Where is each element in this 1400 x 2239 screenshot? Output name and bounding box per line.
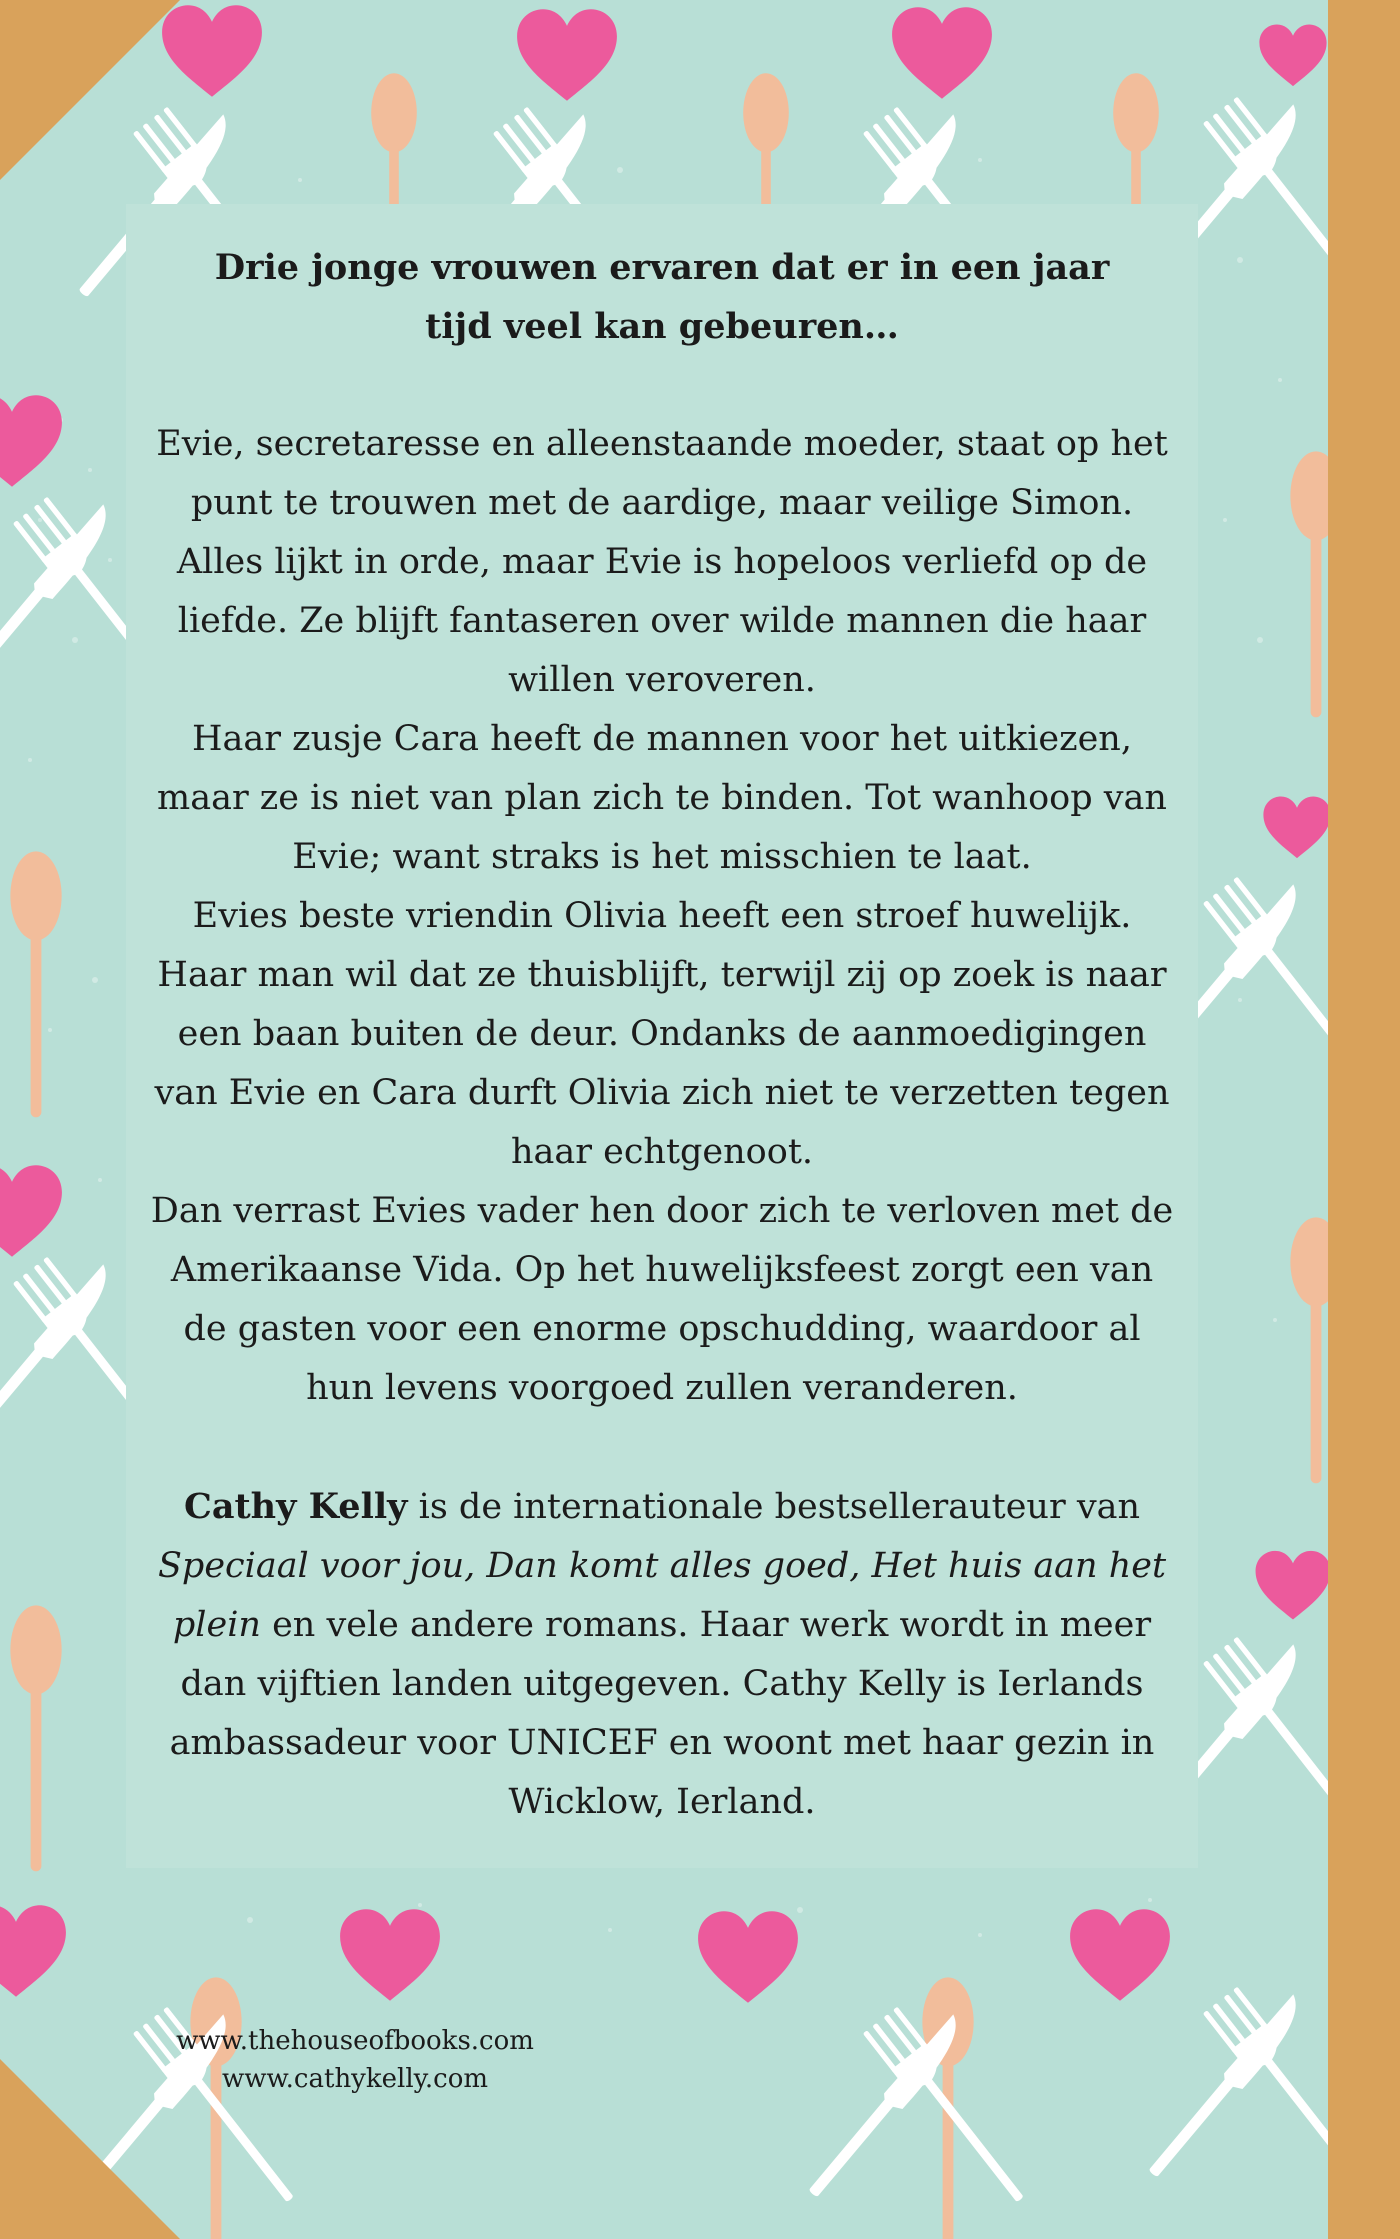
blurb-paragraph-2: Haar zusje Cara heeft de mannen voor het uitkiezen, maar ze is niet van plan zich te binden. Tot wanhoop van Evie; want straks is het misschien te laat. — [157, 719, 1167, 877]
book-title-end: plein — [172, 1605, 261, 1645]
book-titles: Speciaal voor jou, Dan komt alles goed, Het huis aan het — [157, 1546, 1167, 1586]
spine-strip — [1328, 0, 1400, 2239]
blurb-text — [150, 238, 1174, 1832]
author-name: Cathy Kelly — [183, 1486, 408, 1527]
blurb-paragraph-1: Evie, secretaresse en alleenstaande moeder, staat op het punt te trouwen met de aardige, maar veilige Simon. Alles lijkt in orde, maar Evie is hopeloos verliefd op de liefde. Ze blijft fantaseren over wilde mannen die haar willen veroveren. — [156, 424, 1168, 700]
author-bio: Cathy Kelly is de internationale bestsellerauteur van Speciaal voor jou, Dan komt alles goed, Het huis aan het plein en vele andere romans. Haar werk wordt in meer dan vijftien landen uitgegeven. Cathy Kelly is Ierlands ambassadeur voor UNICEF en woont met haar gezin in Wicklow, Ierland. — [157, 1486, 1167, 1822]
blurb-heading: Drie jonge vrouwen ervaren dat er in een jaar tijd veel kan gebeuren… — [214, 247, 1110, 347]
blurb-paragraph-4: Dan verrast Evies vader hen door zich te verloven met de Amerikaanse Vida. Op het huwelijksfeest zorgt een van de gasten voor een enorme opschudding, waardoor al hun levens voorgoed zullen veranderen. — [150, 1191, 1174, 1408]
author-website[interactable]: www.cathykelly.com — [221, 2064, 489, 2094]
publisher-website[interactable]: www.thehouseofbooks.com — [176, 2026, 534, 2056]
website-links — [150, 2022, 560, 2098]
blurb-paragraph-3: Evies beste vriendin Olivia heeft een stroef huwelijk. Haar man wil dat ze thuisblijft, terwijl zij op zoek is naar een baan buiten de deur. Ondanks de aanmoedigingen van Evie en Cara durft Olivia zich niet te verzetten tegen haar echtgenoot. — [154, 896, 1170, 1172]
